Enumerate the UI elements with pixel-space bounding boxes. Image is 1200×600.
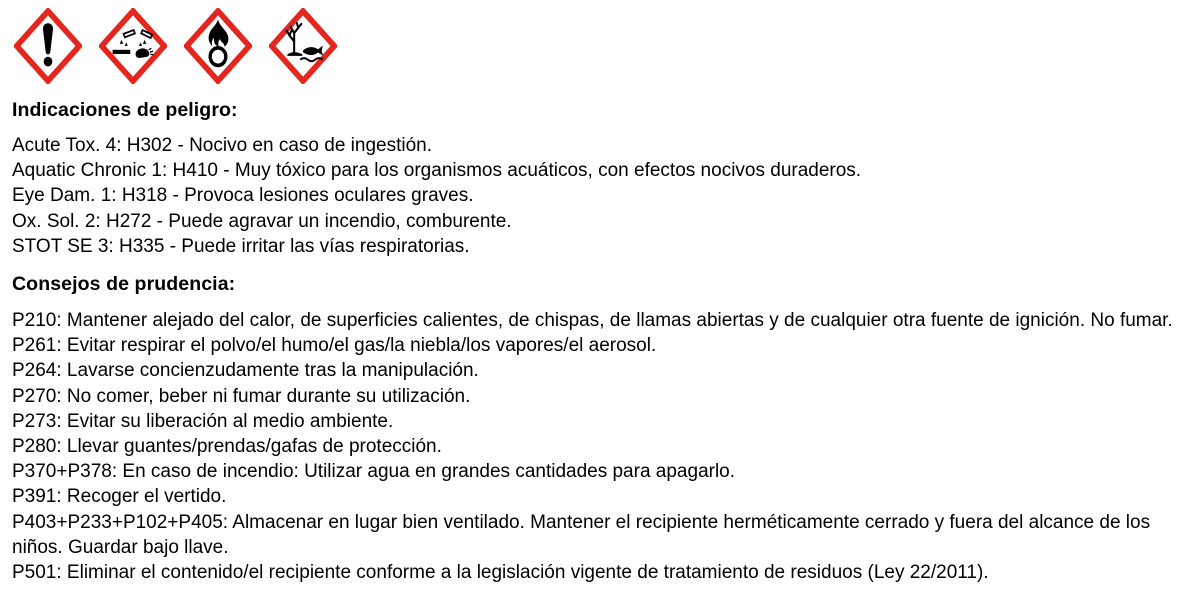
- hazard-statement: Acute Tox. 4: H302 - Nocivo en caso de ingestión.: [12, 135, 433, 156]
- pictogram-environment: [269, 8, 337, 84]
- precautionary-statement: P280: Llevar guantes/prendas/gafas de protección.: [12, 436, 442, 458]
- precautionary-statement: P370+P378: En caso de incendio: Utilizar agua en grandes cantidades para apagarlo.: [12, 461, 736, 483]
- environment-icon: [269, 8, 337, 84]
- hazard-statements-title: Indicaciones de peligro:: [12, 99, 238, 121]
- precautionary-statement: P391: Recoger el vertido.: [12, 486, 227, 508]
- hazard-statement: Eye Dam. 1: H318 - Provoca lesiones oculares graves.: [12, 185, 474, 207]
- hazard-statements-list: [12, 133, 1184, 259]
- ghs-pictogram-row: [14, 8, 1184, 86]
- precautionary-statement: P270: No comer, beber ni fumar durante su utilización.: [12, 385, 471, 407]
- precautionary-statement: P403+P233+P102+P405: Almacenar en lugar bien ventilado. Mantener el recipiente herméticamente cerrado y fuera del alcance de los niños. Guardar bajo llave.: [12, 511, 1151, 558]
- precautionary-statements-list: [12, 308, 1184, 585]
- flame-over-circle-icon: [184, 8, 252, 84]
- hazard-statement: STOT SE 3: H335 - Puede irritar las vías respiratorias.: [12, 235, 470, 257]
- pictogram-oxidiser: [184, 8, 252, 84]
- hazard-statement: Ox. Sol. 2: H272 - Puede agravar un incendio, comburente.: [12, 210, 512, 232]
- precautionary-statement: P273: Evitar su liberación al medio ambiente.: [12, 410, 394, 432]
- precautionary-statement: P210: Mantener alejado del calor, de superficies calientes, de chispas, de llamas abiertas y de cualquier otra fuente de ignición. No fumar.: [12, 310, 1173, 332]
- corrosion-icon: [99, 8, 167, 84]
- pictogram-corrosion: [99, 8, 167, 84]
- precautionary-statement: P264: Lavarse concienzudamente tras la manipulación.: [12, 360, 479, 382]
- exclamation-mark-icon: [14, 8, 82, 84]
- precautionary-statements-title: Consejos de prudencia:: [12, 273, 236, 296]
- precautionary-statement: P261: Evitar respirar el polvo/el humo/el gas/la niebla/los vapores/el aerosol.: [12, 335, 657, 357]
- pictogram-exclamation: [14, 8, 82, 84]
- precautionary-statement: P501: Eliminar el contenido/el recipiente conforme a la legislación vigente de tratamiento de residuos (Ley 22/2011).: [12, 562, 989, 584]
- hazard-statement: Aquatic Chronic 1: H410 - Muy tóxico para los organismos acuáticos, con efectos nocivos duraderos.: [12, 160, 862, 182]
